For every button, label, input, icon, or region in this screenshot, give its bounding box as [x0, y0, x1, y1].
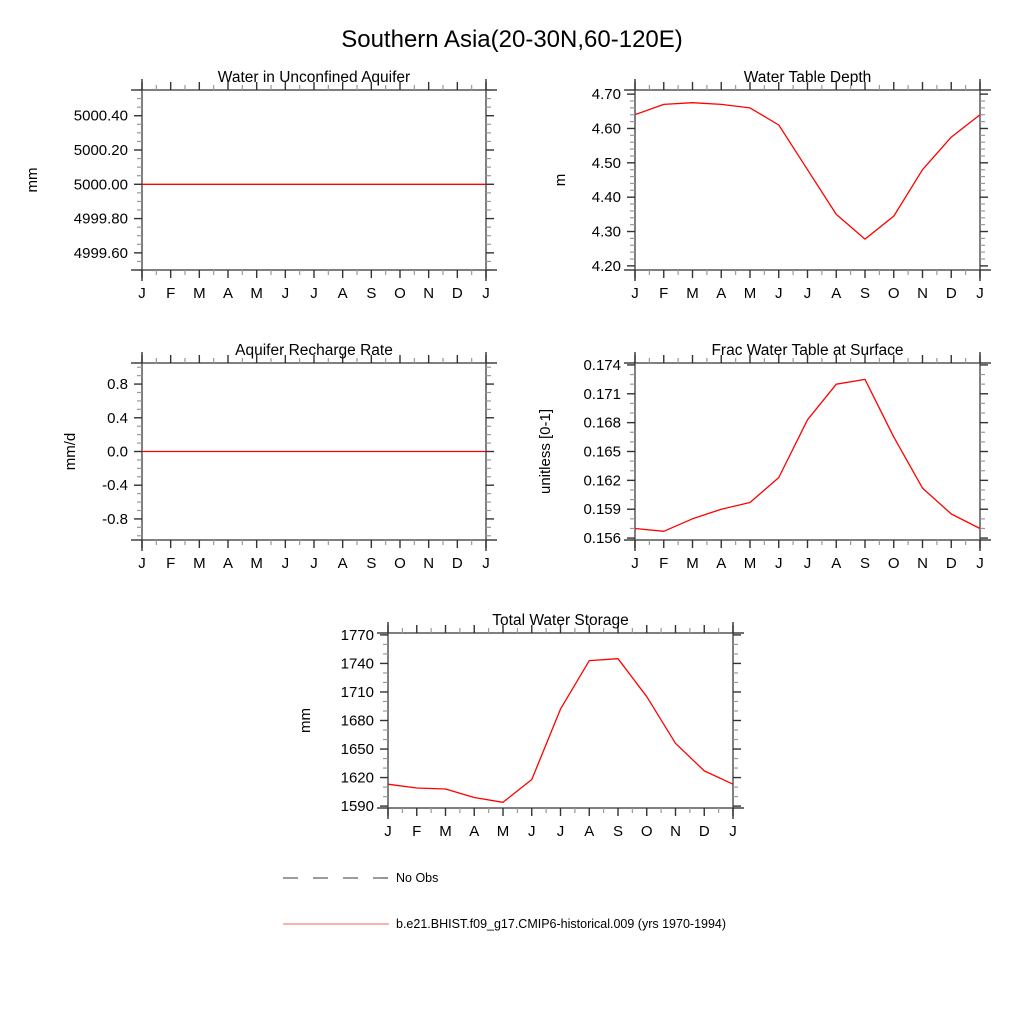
panel-total-water-storage — [297, 612, 744, 840]
svg-text:4.40: 4.40 — [591, 189, 621, 207]
svg-text:mm: mm — [297, 708, 314, 733]
svg-text:O: O — [394, 555, 406, 572]
svg-text:J: J — [138, 555, 146, 572]
legend — [283, 869, 726, 933]
svg-text:Total Water Storage: Total Water Storage — [492, 612, 629, 629]
svg-text:S: S — [859, 555, 871, 572]
svg-text:F: F — [659, 555, 669, 572]
svg-text:0.174: 0.174 — [583, 356, 621, 374]
svg-text:m: m — [552, 173, 569, 187]
svg-text:J: J — [556, 823, 565, 840]
svg-text:N: N — [917, 285, 928, 302]
svg-text:D: D — [698, 823, 710, 840]
svg-text:O: O — [887, 285, 900, 302]
svg-text:M: M — [686, 285, 699, 302]
svg-text:J: J — [281, 555, 290, 572]
svg-text:1590: 1590 — [340, 798, 374, 816]
svg-text:J: J — [310, 555, 318, 572]
svg-text:N: N — [670, 823, 681, 840]
svg-text:mm: mm — [24, 167, 41, 193]
legend-row-model-run — [283, 915, 726, 933]
svg-text:D: D — [945, 555, 957, 572]
svg-text:D: D — [451, 555, 463, 572]
svg-text:0.8: 0.8 — [107, 376, 128, 394]
svg-text:A: A — [831, 555, 842, 572]
series-line-water-table-depth — [635, 103, 980, 239]
legend-row-no-obs — [283, 869, 726, 887]
svg-text:0.4: 0.4 — [107, 409, 128, 427]
svg-text:0.162: 0.162 — [583, 472, 621, 490]
svg-text:D: D — [451, 285, 463, 302]
svg-text:1740: 1740 — [340, 655, 374, 673]
svg-text:N: N — [917, 555, 928, 572]
svg-text:Water in Unconfined Aquifer: Water in Unconfined Aquifer — [217, 69, 411, 86]
svg-text:M: M — [686, 555, 699, 572]
svg-text:M: M — [250, 555, 263, 572]
svg-text:-0.4: -0.4 — [102, 477, 128, 495]
svg-text:1680: 1680 — [340, 712, 374, 730]
svg-text:unitless [0-1]: unitless [0-1] — [537, 408, 554, 495]
panel-water-in-unconfined-aquifer — [24, 69, 497, 302]
svg-text:F: F — [166, 555, 176, 572]
svg-text:J: J — [384, 823, 392, 840]
svg-text:5000.00: 5000.00 — [73, 176, 128, 194]
svg-text:J: J — [803, 285, 812, 302]
svg-text:O: O — [394, 285, 406, 302]
svg-text:5000.20: 5000.20 — [73, 142, 128, 159]
svg-text:1710: 1710 — [340, 683, 374, 701]
svg-text:N: N — [423, 555, 435, 572]
svg-text:Frac Water Table at Surface: Frac Water Table at Surface — [711, 342, 904, 359]
svg-text:M: M — [250, 285, 263, 302]
svg-text:1650: 1650 — [340, 741, 374, 759]
svg-text:S: S — [859, 285, 871, 302]
svg-text:M: M — [743, 285, 757, 302]
panel-water-table-depth — [552, 69, 991, 302]
svg-text:A: A — [469, 823, 480, 840]
svg-text:O: O — [887, 555, 900, 572]
series-line-total-water-storage — [388, 659, 733, 803]
svg-text:M: M — [193, 285, 206, 302]
svg-text:Water Table Depth: Water Table Depth — [743, 69, 872, 86]
svg-text:4.20: 4.20 — [591, 257, 621, 275]
svg-text:N: N — [423, 285, 435, 302]
svg-text:-0.8: -0.8 — [102, 510, 128, 528]
svg-text:M: M — [439, 823, 452, 840]
svg-text:4.50: 4.50 — [591, 154, 621, 172]
svg-text:A: A — [716, 285, 727, 302]
svg-text:5000.40: 5000.40 — [73, 107, 128, 125]
svg-text:0.0: 0.0 — [107, 443, 128, 461]
svg-text:S: S — [366, 285, 377, 302]
svg-text:0.159: 0.159 — [583, 501, 621, 519]
svg-text:S: S — [612, 823, 624, 840]
svg-text:0.168: 0.168 — [583, 414, 621, 432]
svg-text:J: J — [631, 285, 639, 302]
svg-text:4.70: 4.70 — [591, 86, 621, 104]
svg-text:J: J — [631, 555, 639, 572]
svg-text:4.60: 4.60 — [591, 120, 621, 138]
figure-title: Southern Asia(20-30N,60-120E) — [341, 26, 683, 53]
svg-text:J: J — [482, 555, 490, 572]
legend-label-model-run: b.e21.BHIST.f09_g17.CMIP6-historical.009 (yrs 1970-1994) — [396, 917, 727, 931]
svg-text:J: J — [976, 285, 984, 302]
svg-text:M: M — [496, 823, 510, 840]
svg-text:A: A — [337, 285, 348, 302]
svg-text:4999.80: 4999.80 — [73, 210, 128, 228]
svg-text:A: A — [222, 555, 234, 572]
svg-text:F: F — [166, 285, 176, 302]
svg-text:A: A — [222, 285, 234, 302]
svg-text:1620: 1620 — [340, 769, 374, 787]
svg-text:J: J — [803, 555, 812, 572]
svg-text:J: J — [138, 285, 146, 302]
svg-text:J: J — [281, 285, 290, 302]
svg-text:1770: 1770 — [340, 626, 374, 644]
svg-text:Aquifer Recharge Rate: Aquifer Recharge Rate — [235, 342, 393, 359]
svg-text:J: J — [482, 285, 490, 302]
no-obs-dashed-line-swatch — [283, 872, 389, 884]
svg-text:A: A — [337, 555, 348, 572]
svg-text:D: D — [945, 285, 957, 302]
svg-text:0.165: 0.165 — [583, 443, 621, 461]
svg-text:M: M — [743, 555, 757, 572]
legend-label-no-obs: No Obs — [396, 871, 439, 885]
svg-text:J: J — [775, 555, 783, 572]
svg-text:J: J — [310, 285, 318, 302]
svg-text:0.156: 0.156 — [583, 530, 621, 548]
svg-text:S: S — [366, 555, 377, 572]
svg-text:4999.60: 4999.60 — [73, 244, 128, 262]
svg-text:J: J — [729, 823, 737, 840]
series-line-frac-water-table-at-surface — [635, 379, 980, 531]
svg-text:A: A — [716, 555, 727, 572]
panel-frac-water-table-at-surface — [537, 342, 991, 572]
svg-text:0.171: 0.171 — [583, 385, 621, 403]
svg-text:4.30: 4.30 — [591, 223, 621, 241]
svg-text:mm/d: mm/d — [62, 432, 79, 471]
svg-text:F: F — [412, 823, 422, 840]
svg-text:M: M — [193, 555, 206, 572]
panel-aquifer-recharge-rate — [62, 342, 497, 572]
model-run-line-swatch — [283, 918, 389, 930]
svg-text:O: O — [640, 823, 653, 840]
svg-text:A: A — [584, 823, 595, 840]
svg-text:J: J — [775, 285, 783, 302]
svg-text:J: J — [976, 555, 984, 572]
svg-text:A: A — [831, 285, 842, 302]
svg-text:J: J — [528, 823, 536, 840]
svg-text:F: F — [659, 285, 669, 302]
